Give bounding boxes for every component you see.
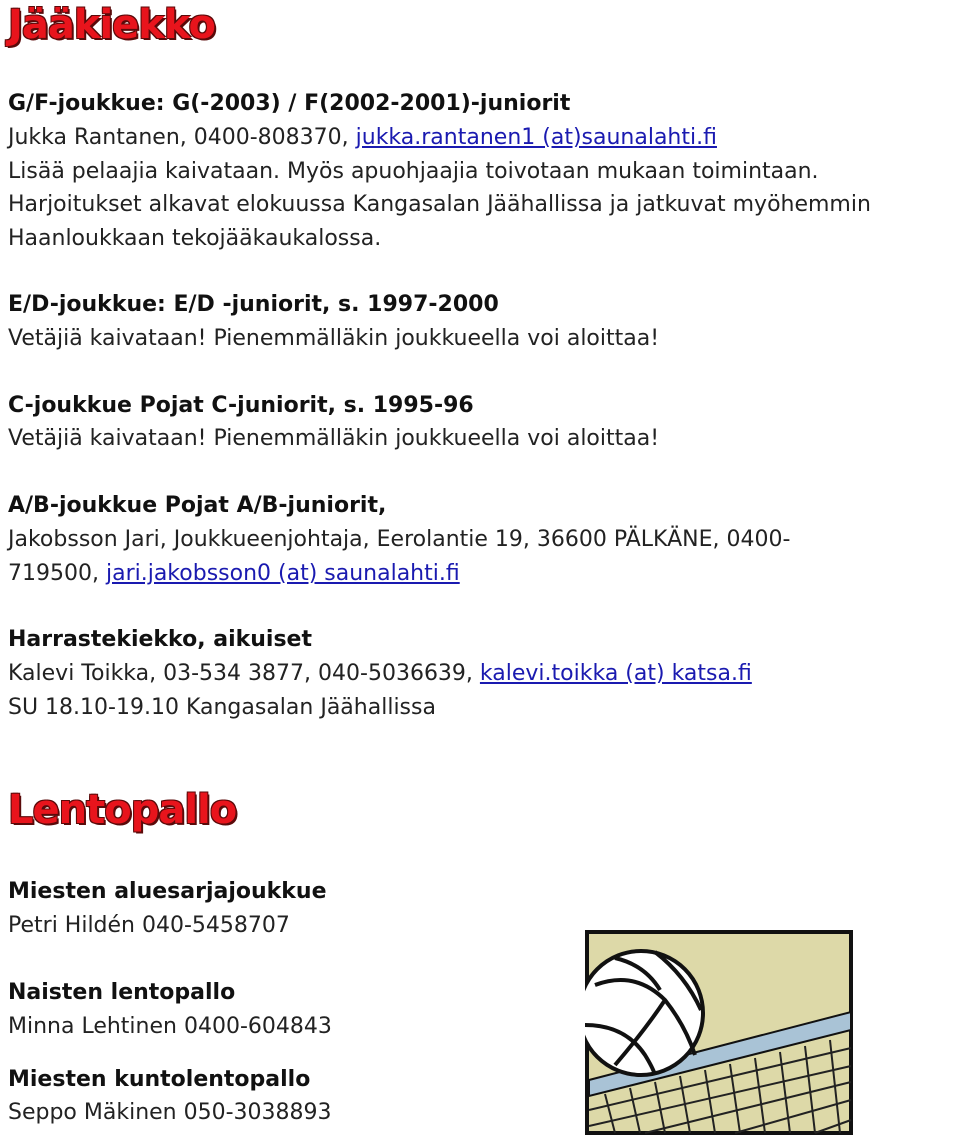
ab-line1: Jakobsson Jari, Joukkueenjohtaja, Eerolantie 19, 36600 PÄLKÄNE, 0400- xyxy=(8,527,791,552)
team-heading: Naisten lentopallo xyxy=(8,980,236,1005)
c-heading: C-joukkue Pojat C-juniorit, s. 1995-96 xyxy=(8,393,474,418)
ed-heading: E/D-joukkue: E/D -juniorit, s. 1997-2000 xyxy=(8,292,499,317)
harraste-heading: Harrastekiekko, aikuiset xyxy=(8,627,312,652)
ed-text: Vetäjiä kaivataan! Pienemmälläkin joukkueella voi aloittaa! xyxy=(8,326,660,351)
ab-email-link[interactable]: jari.jakobsson0 (at) saunalahti.fi xyxy=(105,561,460,586)
harraste-email-link[interactable]: kalevi.toikka (at) katsa.fi xyxy=(479,661,752,686)
volleyball-net-illustration xyxy=(585,930,853,1135)
gf-line1: Lisää pelaajia kaivataan. Myös apuohjaajia toivotaan mukaan toimintaan. xyxy=(8,159,819,184)
ab-heading: A/B-joukkue Pojat A/B-juniorit, xyxy=(8,493,387,518)
harraste-contact-text: Kalevi Toikka, 03-534 3877, 040-5036639, xyxy=(8,661,480,686)
team-contact: Minna Lehtinen 0400-604843 xyxy=(8,1014,332,1039)
team-heading: Miesten kuntolentopallo xyxy=(8,1067,311,1092)
c-text: Vetäjiä kaivataan! Pienemmälläkin joukkueella voi aloittaa! xyxy=(8,426,660,451)
team-contact: Petri Hildén 040-5458707 xyxy=(8,913,290,938)
jaakiekko-title: Jääkiekko xyxy=(8,2,215,48)
ab-line2 xyxy=(8,561,460,587)
harraste-contact xyxy=(8,661,752,687)
gf-line2: Harjoitukset alkavat elokuussa Kangasalan Jäähallissa ja jatkuvat myöhemmin xyxy=(8,192,871,217)
gf-email-link[interactable]: jukka.rantanen1 (at)saunalahti.fi xyxy=(355,125,717,150)
ab-line2-text: 719500, xyxy=(8,561,106,586)
gf-heading: G/F-joukkue: G(-2003) / F(2002-2001)-juniorit xyxy=(8,91,571,116)
gf-contact xyxy=(8,125,717,151)
gf-line3: Haanloukkaan tekojääkaukalossa. xyxy=(8,226,382,251)
team-heading: Miesten aluesarjajoukkue xyxy=(8,879,327,904)
gf-contact-text: Jukka Rantanen, 0400-808370, xyxy=(8,125,356,150)
team-contact: Seppo Mäkinen 050-3038893 xyxy=(8,1100,332,1125)
lentopallo-title: Lentopallo xyxy=(8,787,237,833)
volleyball-icon xyxy=(585,951,703,1075)
harraste-schedule: SU 18.10-19.10 Kangasalan Jäähallissa xyxy=(8,695,436,720)
